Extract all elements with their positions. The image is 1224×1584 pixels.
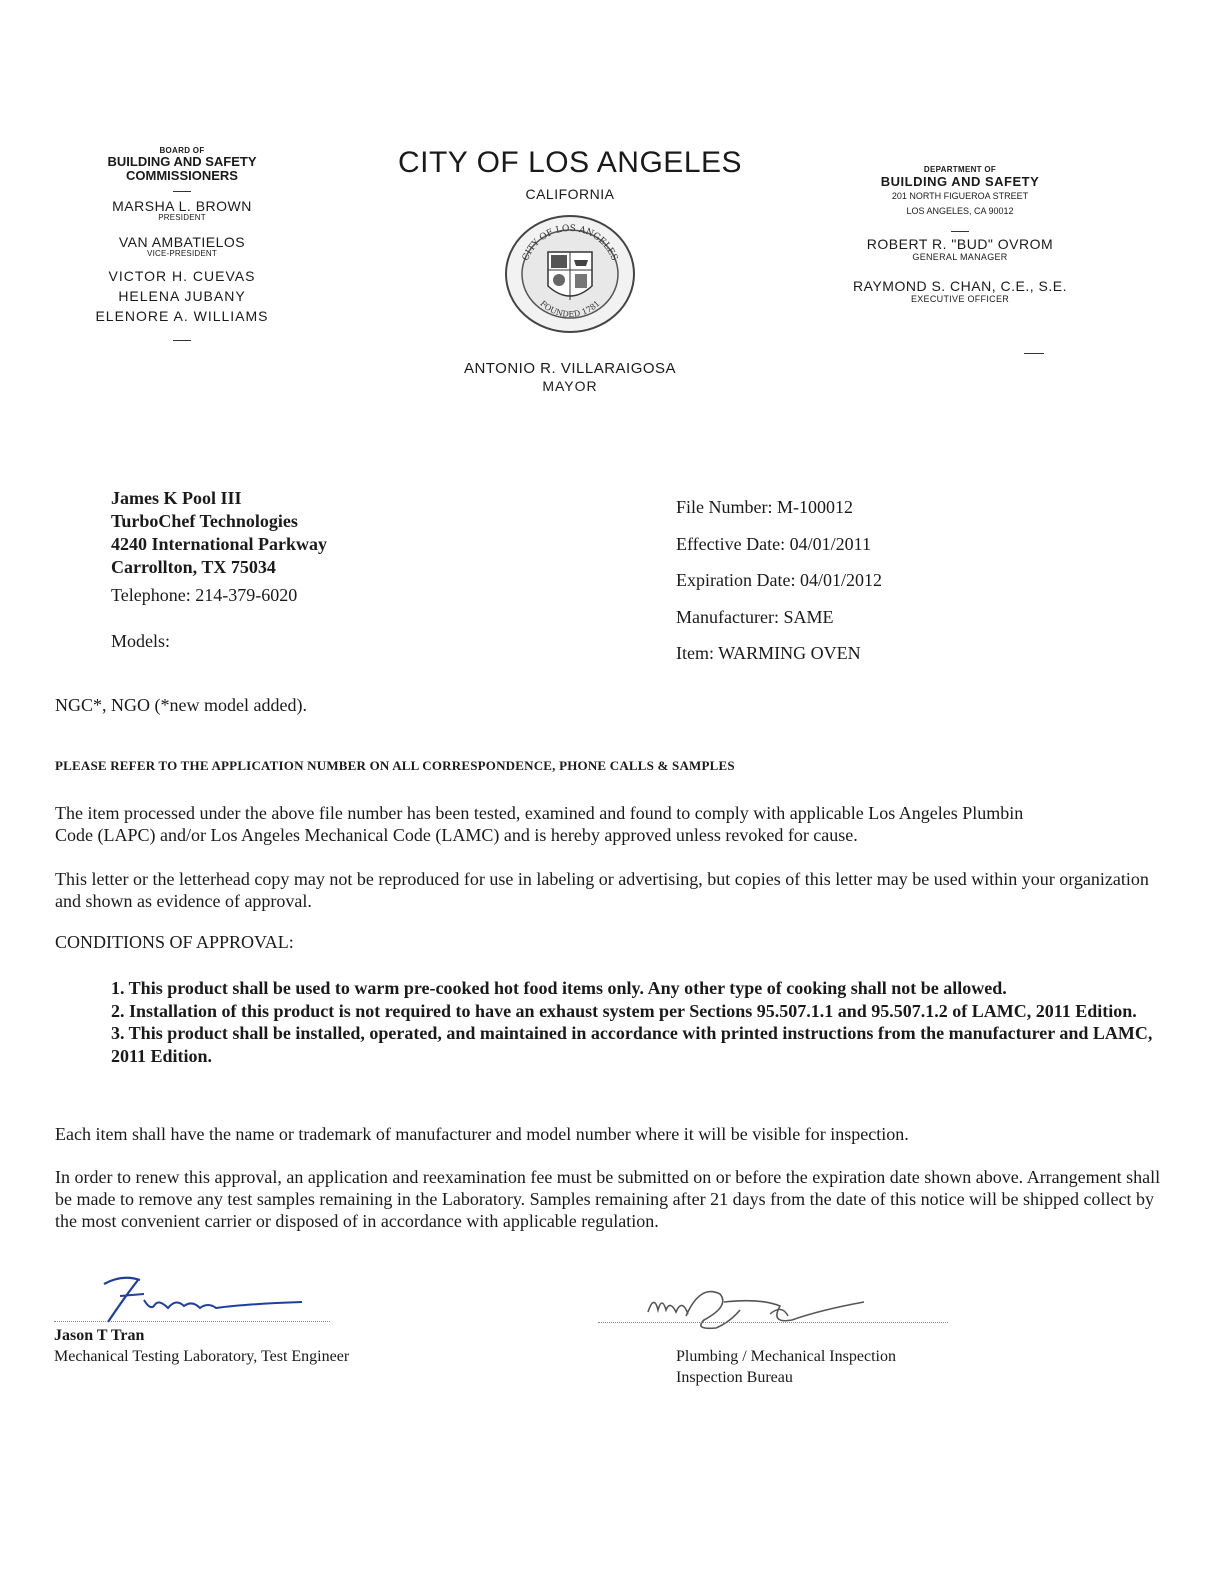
mayor-block [430,360,710,394]
general-manager-title: GENERAL MANAGER [912,252,1008,262]
addressee-city: Carrollton, TX 75034 [111,557,276,577]
expiration-date: Expiration Date: 04/01/2012 [676,570,882,591]
file-number: File Number: M-100012 [676,497,853,517]
board-letterhead [72,146,292,341]
city-title: CITY OF LOS ANGELES [397,146,743,179]
department-address-line1: 201 NORTH FIGUEROA STREET [891,191,1029,201]
board-member: HELENA JUBANY [118,288,246,304]
board-president-role: PRESIDENT [158,213,206,222]
approval-paragraph-line: The item processed under the above file number has been tested, examined and found to comply with applicable Los Angeles Plumbin [55,803,1024,823]
addressee-company: TurboChef Technologies [111,511,298,531]
addressee-block [111,487,511,607]
general-manager-name: ROBERT R. "BUD" OVROM [866,236,1054,252]
condition-item: 3. This product shall be installed, operated, and maintained in accordance with printed instructions from the manufacturer and LAMC, 2011 Edition. [111,1023,1153,1066]
addressee-telephone: Telephone: 214-379-6020 [111,585,298,605]
board-title-line2: COMMISSIONERS [126,168,238,183]
signature-line [598,1322,948,1323]
divider [951,231,969,232]
city-state: CALIFORNIA [525,186,615,202]
models-label: Models: [111,631,171,651]
signature-right-icon [620,1280,880,1340]
department-address-line2: LOS ANGELES, CA 90012 [906,206,1014,216]
condition-item: 2. Installation of this product is not required to have an exhaust system per Sections 95.507.1.1 and 95.507.1.2 of LAMC, 2011 Edition. [111,1000,1137,1021]
city-seal-icon [503,214,637,334]
signer-left-title: Mechanical Testing Laboratory, Test Engineer [54,1348,350,1365]
board-president-name: MARSHA L. BROWN [112,198,252,214]
city-letterhead [360,146,780,334]
file-info-block [676,489,1096,672]
seal-bottom-text: FOUNDED 1781 [538,298,602,319]
signer-right-line2: Inspection Bureau [676,1369,793,1386]
addressee-street: 4240 International Parkway [111,534,327,554]
addressee-name: James K Pool III [111,488,242,508]
department-prefix: DEPARTMENT OF [923,165,997,174]
department-letterhead [840,165,1080,304]
signer-right-line1: Plumbing / Mechanical Inspection [676,1348,896,1365]
mayor-name: ANTONIO R. VILLARAIGOSA [463,360,677,377]
department-title: BUILDING AND SAFETY [880,174,1040,189]
board-prefix: BOARD OF [159,146,205,155]
reproduction-paragraph: This letter or the letterhead copy may not be reproduced for use in labeling or advertising, but copies of this letter may be used within your organization and shown as evidence of approval. [55,869,1149,911]
board-title-line1: BUILDING AND SAFETY [107,154,257,169]
item: Item: WARMING OVEN [676,643,861,664]
effective-date: Effective Date: 04/01/2011 [676,533,871,554]
signer-left-name: Jason T Tran [54,1327,145,1344]
conditions-list [111,977,1167,1067]
signer-right-block [676,1346,896,1388]
approval-paragraph-line: Code (LAPC) and/or Los Angeles Mechanical Code (LAMC) and is hereby approved unless revoked for cause. [55,825,858,845]
manufacturer: Manufacturer: SAME [676,606,834,627]
board-member: VICTOR H. CUEVAS [108,268,256,284]
mayor-title: MAYOR [542,378,598,394]
seal-top-text: CITY OF LOS ANGELES [520,223,620,263]
approval-paragraph [55,802,1167,846]
conditions-heading: CONDITIONS OF APPROVAL: [55,932,294,952]
board-member: ELENORE A. WILLIAMS [95,308,269,324]
signature-line [54,1321,330,1322]
signer-left-block [54,1325,349,1367]
board-vice-president-role: VICE-PRESIDENT [147,249,217,258]
divider [173,340,191,341]
models-list: NGC*, NGO (*new model added). [55,695,307,715]
condition-item: 1. This product shall be used to warm pre-cooked hot food items only. Any other type of cooking shall not be allowed. [111,978,1007,998]
executive-officer-title: EXECUTIVE OFFICER [910,294,1010,304]
divider [173,191,191,192]
divider [1024,353,1044,354]
refer-notice: PLEASE REFER TO THE APPLICATION NUMBER ON ALL CORRESPONDENCE, PHONE CALLS & SAMPLES [55,758,735,773]
board-vice-president-name: VAN AMBATIELOS [118,234,246,250]
renewal-paragraph: In order to renew this approval, an application and reexamination fee must be submitted on or before the expiration date shown above. Arrangement shall be made to remove any test samples remaining in the Laboratory. Samples remaining after 21 days from the date of this notice will be shipped collect by the most convenient carrier or disposed of in accordance with applicable regulation. [55,1167,1161,1231]
executive-officer-name: RAYMOND S. CHAN, C.E., S.E. [853,278,1067,294]
marking-paragraph: Each item shall have the name or trademark of manufacturer and model number where it will be visible for inspection. [55,1124,909,1144]
